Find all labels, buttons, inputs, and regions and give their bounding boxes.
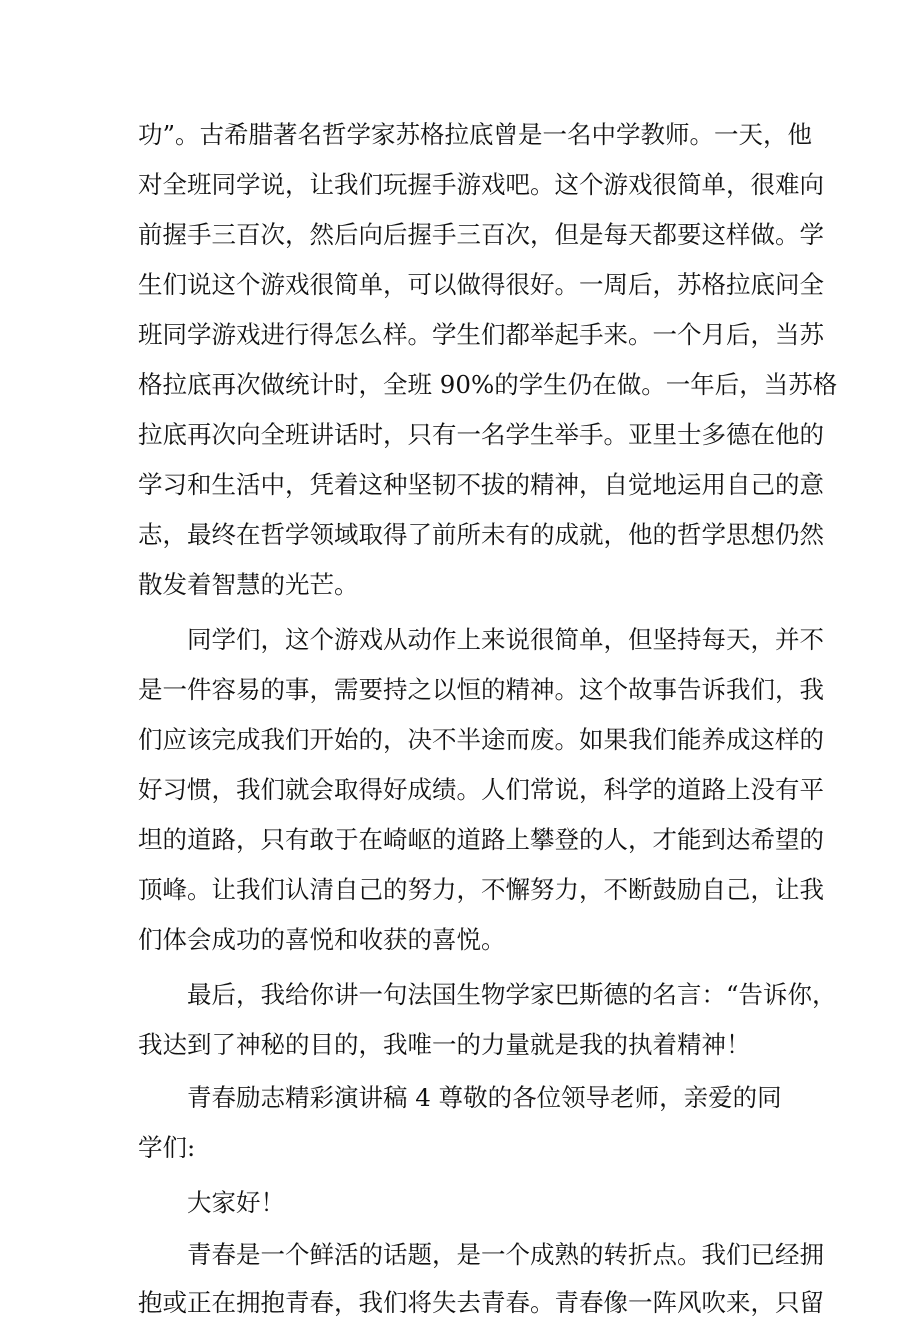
speech-title-line: 青春励志精彩演讲稿 4 尊敬的各位领导老师，亲爱的同 [187, 1083, 782, 1112]
text-line: 功”。古希腊著名哲学家苏格拉底曾是一名中学教师。一天，他 [138, 120, 813, 149]
text-line: 顶峰。让我们认清自己的努力，不懈努力，不断鼓励自己，让我 [138, 875, 824, 904]
text-line: 我达到了神秘的目的，我唯一的力量就是我的执着精神！ [138, 1030, 751, 1059]
text-line: 们应该完成我们开始的，决不半途而废。如果我们能养成这样的 [138, 725, 824, 754]
text-line: 生们说这个游戏很简单，可以做得很好。一周后，苏格拉底问全 [138, 270, 824, 299]
paragraph-first-line: 最后，我给你讲一句法国生物学家巴斯德的名言：“告诉你， [187, 980, 837, 1009]
text-line: 学习和生活中，凭着这种坚韧不拔的精神，自觉地运用自己的意 [138, 470, 824, 499]
greeting-line: 大家好！ [187, 1188, 285, 1217]
text-line: 志，最终在哲学领域取得了前所未有的成就，他的哲学思想仍然 [138, 520, 824, 549]
paragraph-first-line: 青春是一个鲜活的话题，是一个成熟的转折点。我们已经拥 [187, 1240, 824, 1269]
text-line: 是一件容易的事，需要持之以恒的精神。这个故事告诉我们，我 [138, 675, 824, 704]
text-line: 们体会成功的喜悦和收获的喜悦。 [138, 925, 506, 954]
text-line: 班同学游戏进行得怎么样。学生们都举起手来。一个月后，当苏 [138, 320, 824, 349]
text-line: 前握手三百次，然后向后握手三百次，但是每天都要这样做。学 [138, 220, 824, 249]
text-line: 格拉底再次做统计时，全班 90%的学生仍在做。一年后，当苏格 [138, 370, 838, 399]
text-line: 散发着智慧的光芒。 [138, 570, 359, 599]
text-line: 拉底再次向全班讲话时，只有一名学生举手。亚里士多德在他的 [138, 420, 824, 449]
text-line: 学们: [138, 1133, 196, 1162]
paragraph-first-line: 同学们，这个游戏从动作上来说很简单，但坚持每天，并不 [187, 625, 824, 654]
text-line: 坦的道路，只有敢于在崎岖的道路上攀登的人，才能到达希望的 [138, 825, 824, 854]
text-line: 对全班同学说，让我们玩握手游戏吧。这个游戏很简单，很难向 [138, 170, 824, 199]
text-line: 抱或正在拥抱青春，我们将失去青春。青春像一阵风吹来，只留 [138, 1288, 824, 1317]
text-line: 好习惯，我们就会取得好成绩。人们常说，科学的道路上没有平 [138, 775, 824, 804]
